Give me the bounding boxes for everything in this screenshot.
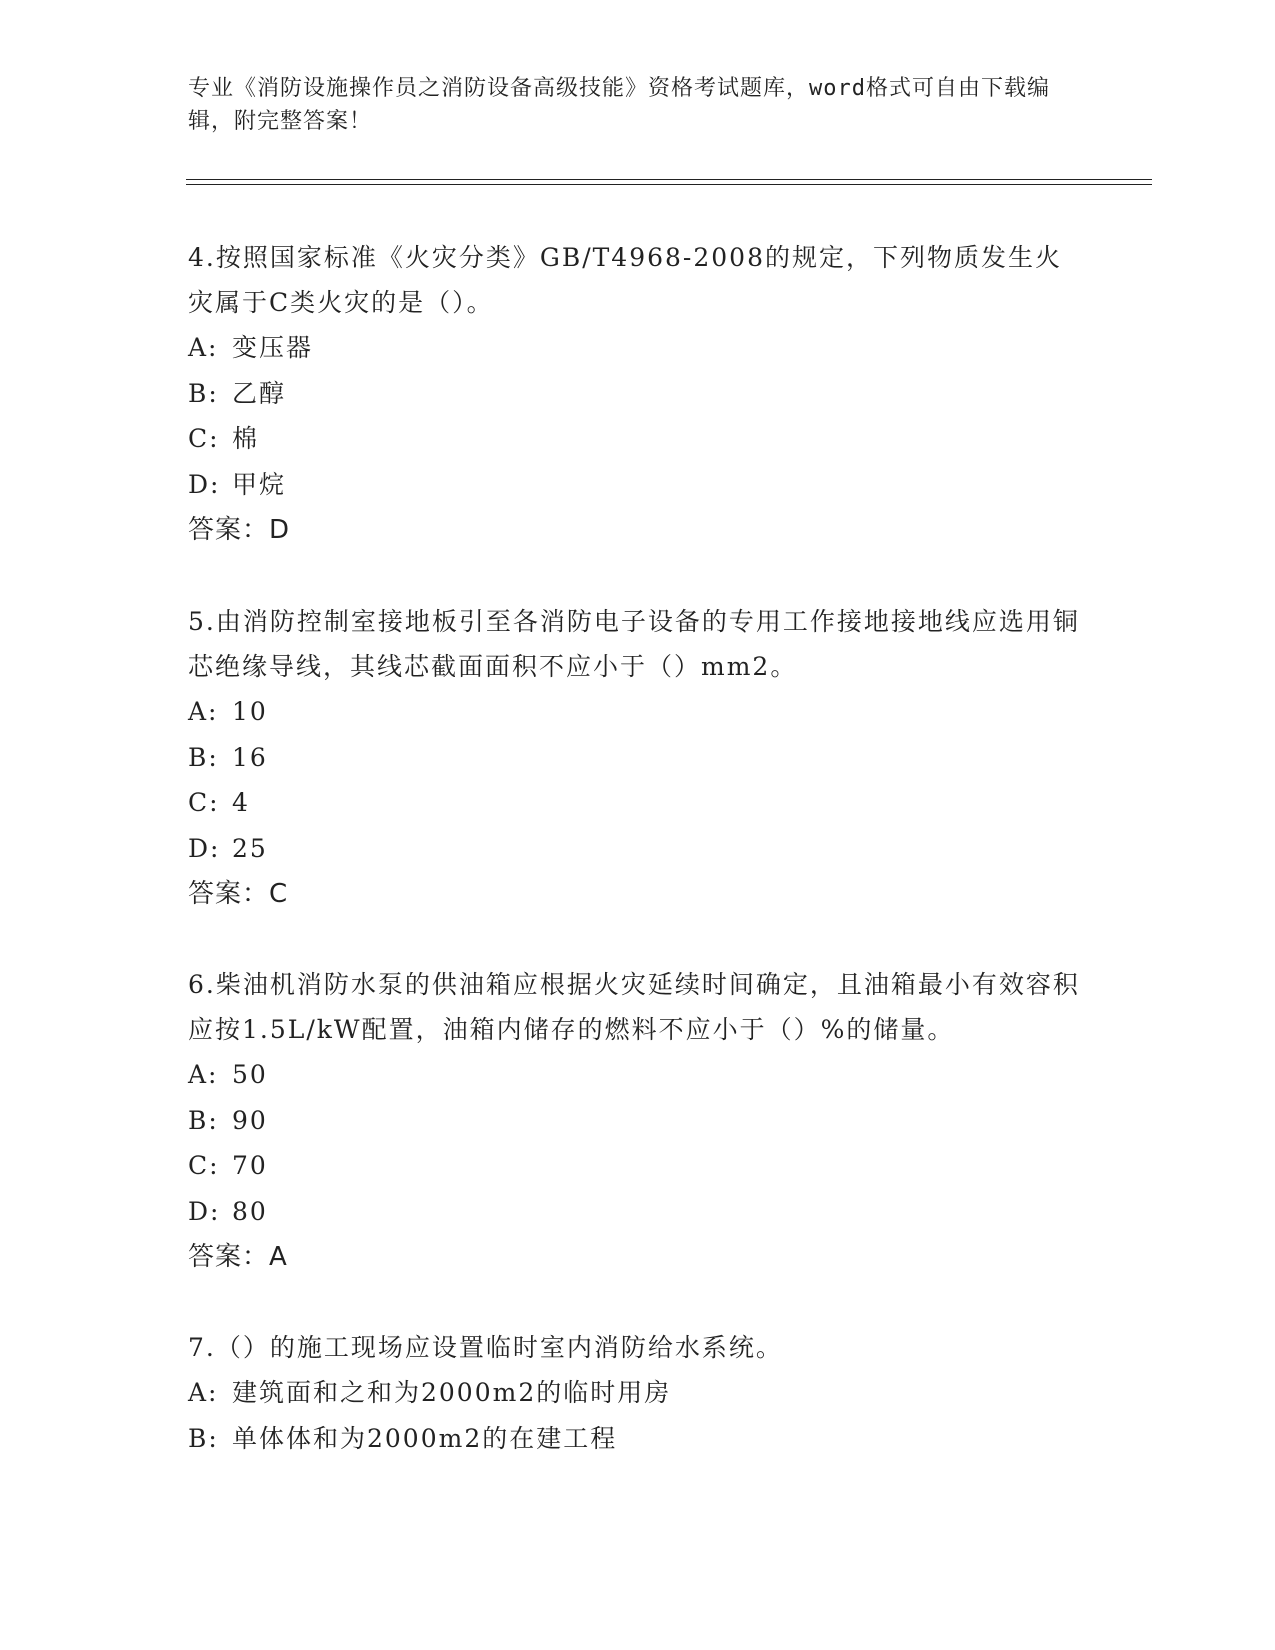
option-letter: D: <box>188 1196 221 1226</box>
option-letter: B: <box>188 1105 219 1135</box>
option-a <box>188 1052 1088 1098</box>
option-d <box>188 462 1088 508</box>
question-stem: 4.按照国家标准《火灾分类》GB/T4968-2008的规定，下列物质发生火灾属于C类火灾的是（）。 <box>188 243 1062 317</box>
option-text: 90 <box>232 1105 268 1135</box>
answer-line: 答案：C <box>188 879 289 909</box>
header-rule-top <box>186 179 1152 180</box>
option-c <box>188 1143 1088 1189</box>
question-6 <box>188 962 1088 1280</box>
document-header: 专业《消防设施操作员之消防设备高级技能》资格考试题库，word格式可自由下载编辑，附完整答案！ <box>188 76 1050 134</box>
option-letter: A: <box>188 1378 219 1407</box>
option-letter: B: <box>188 742 219 772</box>
header-rule-bottom <box>186 184 1152 185</box>
answer-line: 答案：A <box>188 1242 288 1272</box>
option-text: 10 <box>232 697 268 726</box>
option-c <box>188 780 1088 826</box>
option-letter: D: <box>188 469 221 499</box>
option-letter: C: <box>188 1151 220 1180</box>
question-5 <box>188 599 1088 917</box>
option-text: 建筑面和之和为2000m2的临时用房 <box>232 1378 672 1407</box>
option-letter: B: <box>188 1423 219 1453</box>
option-letter: D: <box>188 833 221 863</box>
question-4 <box>188 235 1088 553</box>
option-letter: A: <box>188 1060 219 1089</box>
option-text: 单体体和为2000m2的在建工程 <box>232 1423 618 1453</box>
option-letter: A: <box>188 697 219 726</box>
option-c <box>188 416 1088 462</box>
option-letter: C: <box>188 424 220 453</box>
option-b <box>188 1416 1088 1462</box>
question-stem: 5.由消防控制室接地板引至各消防电子设备的专用工作接地接地线应选用铜芯绝缘导线，其线芯截面面积不应小于（）mm2。 <box>188 607 1080 681</box>
option-a <box>188 1370 1088 1416</box>
question-stem: 6.柴油机消防水泵的供油箱应根据火灾延续时间确定，且油箱最小有效容积应按1.5L/kW配置，油箱内储存的燃料不应小于（）%的储量。 <box>188 970 1080 1044</box>
option-text: 50 <box>232 1060 268 1089</box>
option-text: 变压器 <box>232 333 314 362</box>
option-text: 16 <box>232 742 268 772</box>
option-d <box>188 826 1088 872</box>
option-text: 80 <box>232 1196 268 1226</box>
question-7 <box>188 1325 1088 1461</box>
option-text: 70 <box>232 1151 268 1180</box>
option-text: 甲烷 <box>232 469 287 499</box>
option-a <box>188 325 1088 371</box>
option-b <box>188 735 1088 781</box>
question-stem: 7.（）的施工现场应设置临时室内消防给水系统。 <box>188 1333 783 1362</box>
option-b <box>188 1098 1088 1144</box>
option-text: 4 <box>232 788 250 817</box>
answer-line: 答案：D <box>188 515 291 545</box>
option-letter: C: <box>188 788 220 817</box>
option-letter: A: <box>188 333 219 362</box>
option-d <box>188 1189 1088 1235</box>
option-text: 25 <box>232 833 268 863</box>
option-b <box>188 371 1088 417</box>
option-text: 乙醇 <box>232 378 287 408</box>
option-a <box>188 689 1088 735</box>
option-letter: B: <box>188 378 219 408</box>
option-text: 棉 <box>232 424 260 453</box>
